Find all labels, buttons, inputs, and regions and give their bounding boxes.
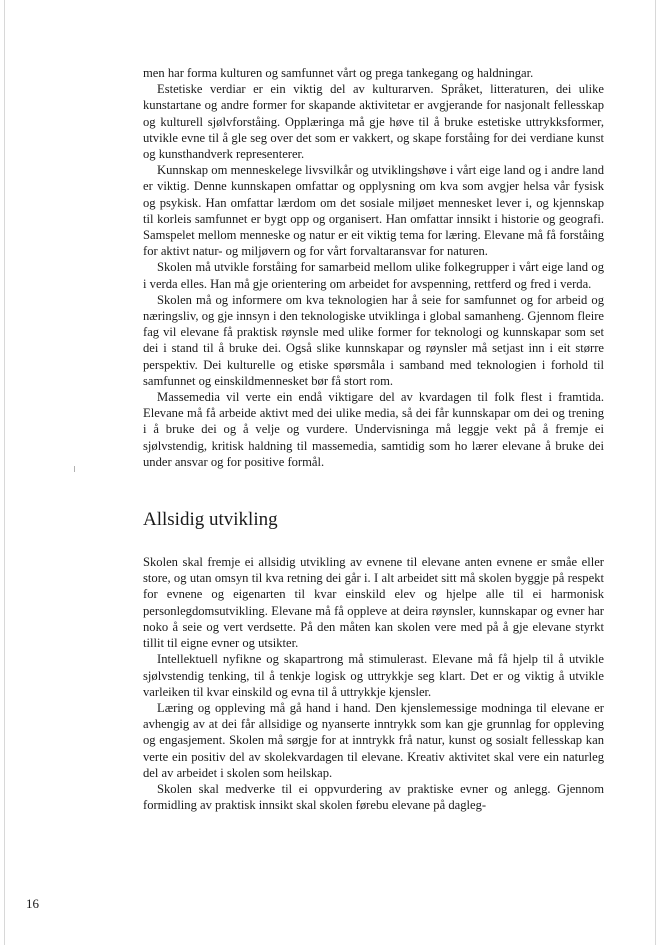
- scan-edge-right: [655, 0, 656, 945]
- paragraph-mass-media: Massemedia vil verte ein endå viktigare del av kvardagen til folk flest i framtida. Elevane må få arbeide aktivt med dei ulike media, så dei får kunnskapar om dei og trening i å bruke dei og å velje og vurdere. Undervisninga må leggje vekt på å fremje ei sjølvstendig, kritisk haldning til massemedia, samtidig som ho lærer elevane å bruke dei under ansvar og for positive formål.: [143, 390, 604, 469]
- paragraph-continuation: men har forma kulturen og samfunnet vårt og prega tankegang og haldningar.: [143, 66, 534, 80]
- section-heading: Allsidig utvikling: [143, 509, 278, 531]
- paragraph-practical-skills: Skolen skal medverke til ei oppvurdering av praktiske evner og anlegg. Gjennom formidling av praktisk innsikt skal skolen førebu elevane på dagleg-: [143, 781, 604, 813]
- paragraph-human-conditions: Kunnskap om menneskelege livsvilkår og utviklingshøve i vårt eige land og i andre land er viktig. Denne kunnskapen omfattar og opplysning om kva som avgjer helsa vår fysisk og psykisk. Han omfattar lærdom om det sosiale miljøet mennesket lever i, og kjennskap til korleis samfunnet er bygt opp og organisert. Han omfattar innsikt i historie og geografi. Samspelet mellom menneske og natur er eit viktig tema for læring. Elevane må få forståing for aktivt natur- og miljøvern og for vårt forvaltaransvar for naturen.: [143, 163, 604, 259]
- scan-edge-left: [4, 0, 5, 945]
- paragraph-cooperation: Skolen må utvikle forståing for samarbeid mellom ulike folkegrupper i vårt eige land og i verda elles. Han må gje orientering om arbeidet for avspenning, rettferd og fred i verda.: [143, 260, 604, 291]
- page-number: 16: [26, 896, 39, 911]
- page-body: [143, 65, 604, 813]
- paragraph-technology: Skolen må og informere om kva teknologien har å seie for samfunnet og for arbeid og næringsliv, og gje innsyn i den teknologiske utviklinga i global samanheng. Gjennom fleire fag vil elevane få praktisk røynsle med ulike former for teknologi og kunnskapar som set dei i stand til å bruke dei. Også slike kunnskapar og røynsler må setjast inn i eit større perspektiv. Dei kulturelle og etiske spørsmåla i samband med teknologien i forhold til samfunnet og einskildmennesket bør få stort rom.: [143, 292, 604, 388]
- paragraph-learning-experience: Læring og oppleving må gå hand i hand. Den kjenslemessige modninga til elevane er avhengig av at dei får allsidige og nyanserte inntrykk som kan gje grunnlag for oppleving og engasjement. Skolen må sørgje for at inntrykk frå natur, kunst og sosialt fellesskap kan verte ein positiv del av skolekvardagen til elevane. Kreativ aktivitet skal vere ein naturleg del av arbeidet i skolen som heilskap.: [143, 700, 604, 780]
- paragraph-all-round-development: Skolen skal fremje ei allsidig utvikling av evnene til elevane anten evnene er småe eller store, og utan omsyn til kva retning dei går i. I alt arbeidet sitt må skolen byggje på respekt for evnene og eigenarten til kvar einskild elev og hjelpe alle til ei harmonisk personlegdomsutvikling. Elevane må få oppleve at deira røynsler, kunnskapar og evner har noko å seie og vert verdsette. På den måten kan skolen vere med på å gje elevane styrkt tillit til eigne evner og utsikter.: [143, 555, 604, 651]
- paragraph-intellectual-curiosity: Intellektuell nyfikne og skapartrong må stimulerast. Elevane må få hjelp til å utvikle sjølvstendig tenking, til å tenkje logisk og uttrykkje seg klart. Det er og viktig å utvikle varleiken til kvar einskild og evna til å uttrykkje kjensler.: [143, 652, 604, 699]
- paragraph-aesthetic-values: Estetiske verdiar er ein viktig del av kulturarven. Språket, litteraturen, dei ulike kunstartane og andre former for skapande aktivitetar er avgjerande for nasjonalt fellesskap og kulturell sjølvforståing. Opplæringa må gje høve til å bruke estetiske uttrykksformer, utvikle evne til å gle seg over det som er vakkert, og skape forståing for dei verdiane kunst og kunsthandverk representerer.: [143, 82, 604, 162]
- scan-speck: [74, 466, 75, 472]
